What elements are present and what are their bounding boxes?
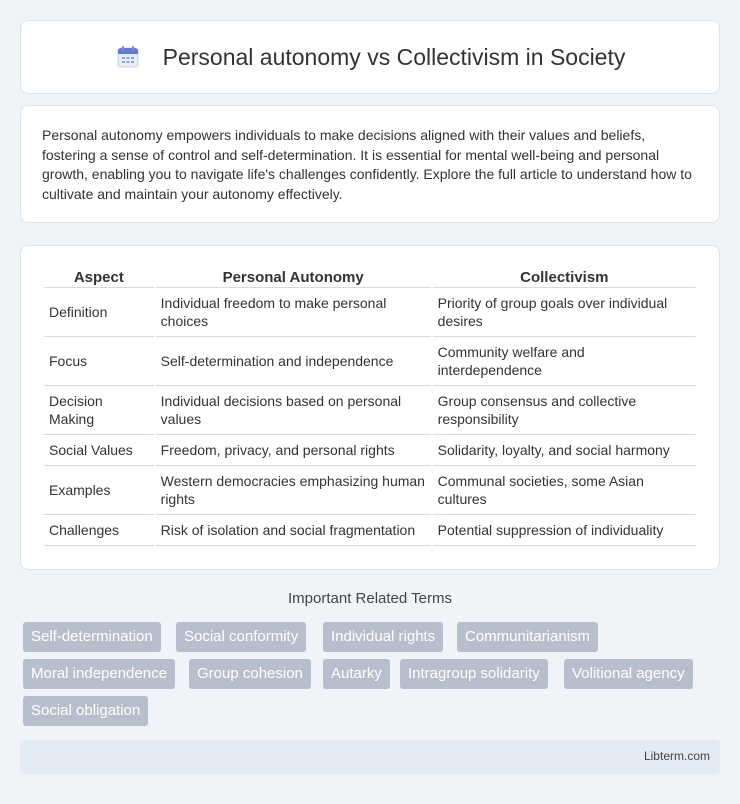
row-collectivism: Group consensus and collective responsibility <box>433 386 696 435</box>
footer-site-link[interactable]: Libterm.com <box>643 749 710 763</box>
row-personal-autonomy: Western democracies emphasizing human rights <box>156 466 431 515</box>
related-terms-title: Important Related Terms <box>288 590 452 607</box>
footer-bar <box>20 740 720 774</box>
row-aspect: Decision Making <box>44 386 154 435</box>
header-aspect: Aspect <box>44 266 154 288</box>
row-personal-autonomy: Individual decisions based on personal values <box>156 386 431 435</box>
row-aspect: Focus <box>44 337 154 386</box>
related-term-tag[interactable]: Moral independence <box>23 659 175 689</box>
related-term-tag[interactable]: Autarky <box>323 659 390 689</box>
table-row <box>44 288 696 337</box>
row-collectivism: Priority of group goals over individual desires <box>433 288 696 337</box>
header-card <box>20 20 720 94</box>
header-inner <box>115 44 626 71</box>
header-collectivism: Collectivism <box>433 266 696 288</box>
row-personal-autonomy: Risk of isolation and social fragmentation <box>156 515 431 546</box>
related-term-tag[interactable]: Individual rights <box>323 622 443 652</box>
table-row <box>44 386 696 435</box>
row-aspect: Challenges <box>44 515 154 546</box>
related-term-tag[interactable]: Social conformity <box>176 622 306 652</box>
related-term-tag[interactable]: Volitional agency <box>564 659 693 689</box>
table-row <box>44 515 696 546</box>
table-header-row <box>44 266 696 288</box>
row-collectivism: Solidarity, loyalty, and social harmony <box>433 435 696 466</box>
row-collectivism: Communal societies, some Asian cultures <box>433 466 696 515</box>
row-collectivism: Community welfare and interdependence <box>433 337 696 386</box>
related-term-tag[interactable]: Group cohesion <box>189 659 311 689</box>
row-aspect: Definition <box>44 288 154 337</box>
related-term-tag[interactable]: Intragroup solidarity <box>400 659 548 689</box>
related-term-tag[interactable]: Communitarianism <box>457 622 598 652</box>
row-aspect: Examples <box>44 466 154 515</box>
table-row <box>44 466 696 515</box>
intro-paragraph: Personal autonomy empowers individuals to make decisions aligned with their values and beliefs, fostering a sense of control and self-determination. It is essential for mental well-being and personal growth, enabling you to navigate life's challenges confidently. Explore the full article to understand how to cultivate and maintain your autonomy effectively. <box>42 127 692 202</box>
row-personal-autonomy: Self-determination and independence <box>156 337 431 386</box>
comparison-table <box>42 266 698 546</box>
calendar-icon <box>115 44 141 70</box>
row-personal-autonomy: Freedom, privacy, and personal rights <box>156 435 431 466</box>
page-title: Personal autonomy vs Collectivism in Society <box>162 43 626 70</box>
related-term-tag[interactable]: Self-determination <box>23 622 161 652</box>
header-personal-autonomy: Personal Autonomy <box>156 266 431 288</box>
row-collectivism: Potential suppression of individuality <box>433 515 696 546</box>
related-term-tag[interactable]: Social obligation <box>23 696 148 726</box>
comparison-table-card <box>20 245 720 570</box>
table-row <box>44 337 696 386</box>
row-aspect: Social Values <box>44 435 154 466</box>
table-row <box>44 435 696 466</box>
row-personal-autonomy: Individual freedom to make personal choices <box>156 288 431 337</box>
intro-card <box>20 105 720 223</box>
